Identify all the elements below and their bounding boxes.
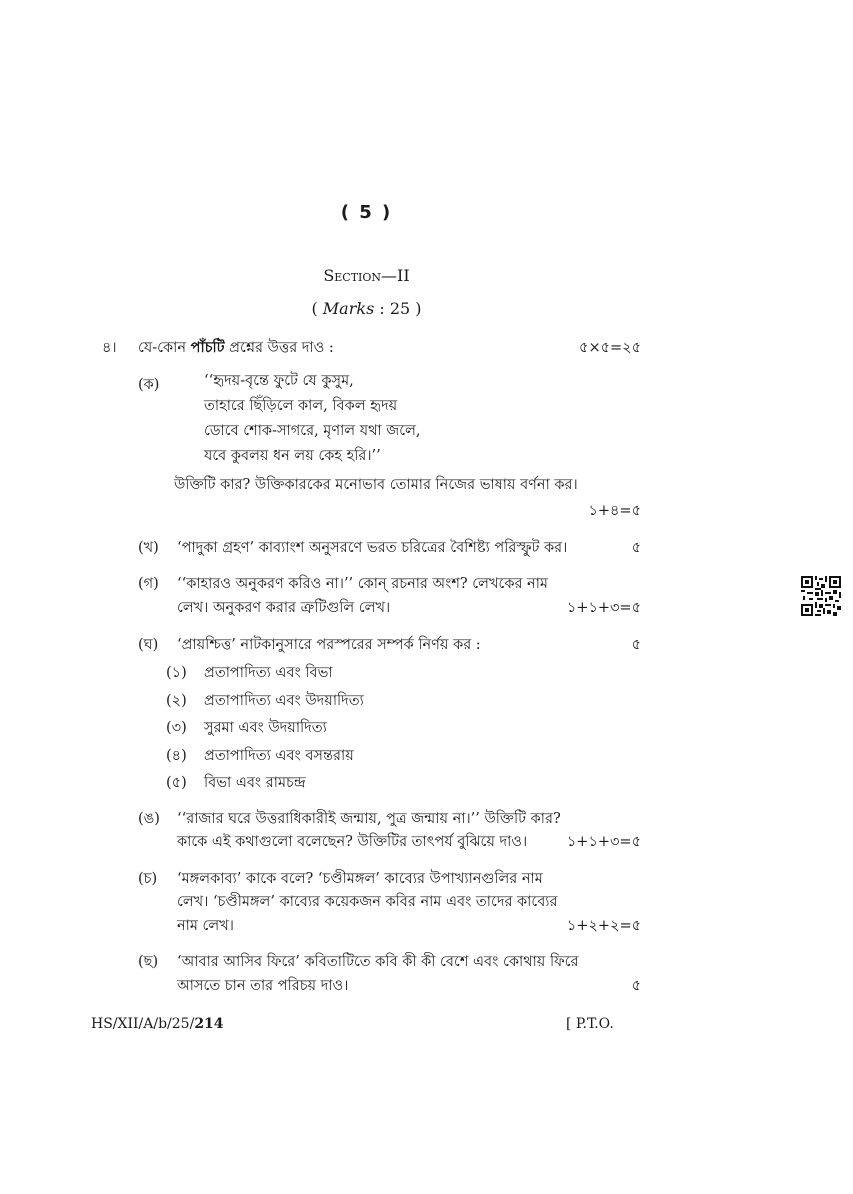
page-number: ( 5 ) bbox=[340, 202, 393, 223]
question-instruction: যে-কোন পাঁচটি প্রশ্নের উত্তর দাও : bbox=[138, 339, 334, 356]
poem-line: তাহারে ছিঁড়িলে কাল, বিকল হৃদয় bbox=[204, 398, 398, 414]
poem-quote bbox=[204, 369, 421, 469]
part-label: (ঙ) bbox=[138, 811, 160, 827]
section-marks: ( Marks : 25 ) bbox=[311, 299, 422, 318]
sub-item-text: প্রতাপাদিত্য এবং বসন্তরায় bbox=[204, 748, 354, 764]
part-marks: ৫ bbox=[631, 637, 641, 653]
poem-line: ডোবে শোক-সাগরে, মৃণাল যথা জলে, bbox=[204, 423, 421, 439]
part-question: ‘‘রাজার ঘরে উত্তরাধিকারীই জন্মায়, পুত্র জন্মায় না।’’ উক্তিটি কার? bbox=[177, 811, 561, 827]
sub-item-text: প্রতাপাদিত্য এবং উদয়াদিত্য bbox=[204, 693, 364, 709]
sub-item-number: (৫) bbox=[166, 775, 187, 791]
sub-item-text: বিভা এবং রামচন্দ্র bbox=[204, 775, 306, 791]
part-marks: ১+১+৩=৫ bbox=[566, 834, 641, 850]
part-label: (গ) bbox=[138, 576, 159, 592]
poem-line: যবে কুবলয় ধন লয় কেহ হরি।’’ bbox=[204, 448, 381, 464]
part-question: ‘‘কাহারও অনুকরণ করিও না।’’ কোন্ রচনার অংশ? লেখকের নাম bbox=[177, 576, 548, 592]
sub-item-number: (৩) bbox=[166, 720, 187, 736]
part-question: নাম লেখ। bbox=[177, 918, 234, 934]
sub-item-number: (২) bbox=[166, 693, 187, 709]
poem-line: ‘‘হৃদয়-বৃন্তে ফুটে যে কুসুম, bbox=[204, 373, 354, 389]
part-marks: ৫ bbox=[631, 540, 641, 556]
part-question: লেখ। ‘চণ্ডীমঙ্গল’ কাব্যের কয়েকজন কবির নাম এবং তাদের কাব্যের bbox=[177, 894, 558, 910]
part-question: কাকে এই কথাগুলো বলেছেন? উক্তিটির তাৎপর্য বুঝিয়ে দাও। bbox=[177, 834, 528, 850]
part-question: আসতে চান তার পরিচয় দাও। bbox=[177, 978, 349, 994]
qr-code-icon bbox=[801, 576, 841, 616]
part-question: ‘আবার আসিব ফিরে’ কবিতাটিতে কবি কী কী বেশে এবং কোথায় ফিরে bbox=[177, 954, 579, 970]
part-question: লেখ। অনুকরণ করার ত্রুটিগুলি লেখ। bbox=[177, 600, 391, 616]
part-label: (ঘ) bbox=[138, 637, 159, 653]
pto-label: [ P.T.O. bbox=[566, 1016, 614, 1032]
part-question: উক্তিটি কার? উক্তিকারকের মনোভাব তোমার নিজের ভাষায় বর্ণনা কর। bbox=[174, 477, 578, 493]
part-question: ‘পাদুকা গ্রহণ’ কাব্যাংশ অনুসরণে ভরত চরিত্রের বৈশিষ্ট্য পরিস্ফুট কর। bbox=[177, 540, 568, 556]
sub-item-text: সুরমা এবং উদয়াদিত্য bbox=[204, 720, 327, 736]
part-marks: ১+২+২=৫ bbox=[566, 918, 641, 934]
question-total-marks: ৫×৫=২৫ bbox=[579, 340, 641, 356]
part-label: (খ) bbox=[138, 540, 159, 556]
sub-item-number: (১) bbox=[166, 665, 187, 681]
paper-code: HS/XII/A/b/25/214 bbox=[91, 1016, 224, 1032]
part-label: (চ) bbox=[138, 871, 158, 887]
part-question: ‘মঙ্গলকাব্য’ কাকে বলে? ‘চণ্ডীমঙ্গল’ কাব্যের উপাখ্যানগুলির নাম bbox=[177, 871, 543, 887]
part-question: ‘প্রায়শ্চিত্ত’ নাটকানুসারে পরস্পরের সম্পর্ক নির্ণয় কর : bbox=[177, 637, 481, 653]
section-title: Section—II bbox=[323, 266, 410, 285]
sub-item-number: (৪) bbox=[166, 748, 187, 764]
question-number: ৪। bbox=[102, 340, 117, 356]
part-label: (ছ) bbox=[138, 954, 159, 970]
part-marks: ৫ bbox=[631, 978, 641, 994]
part-marks: ১+৪=৫ bbox=[588, 503, 641, 519]
sub-item-text: প্রতাপাদিত্য এবং বিভা bbox=[204, 665, 333, 681]
part-label: (ক) bbox=[138, 377, 160, 393]
part-marks: ১+১+৩=৫ bbox=[566, 600, 641, 616]
